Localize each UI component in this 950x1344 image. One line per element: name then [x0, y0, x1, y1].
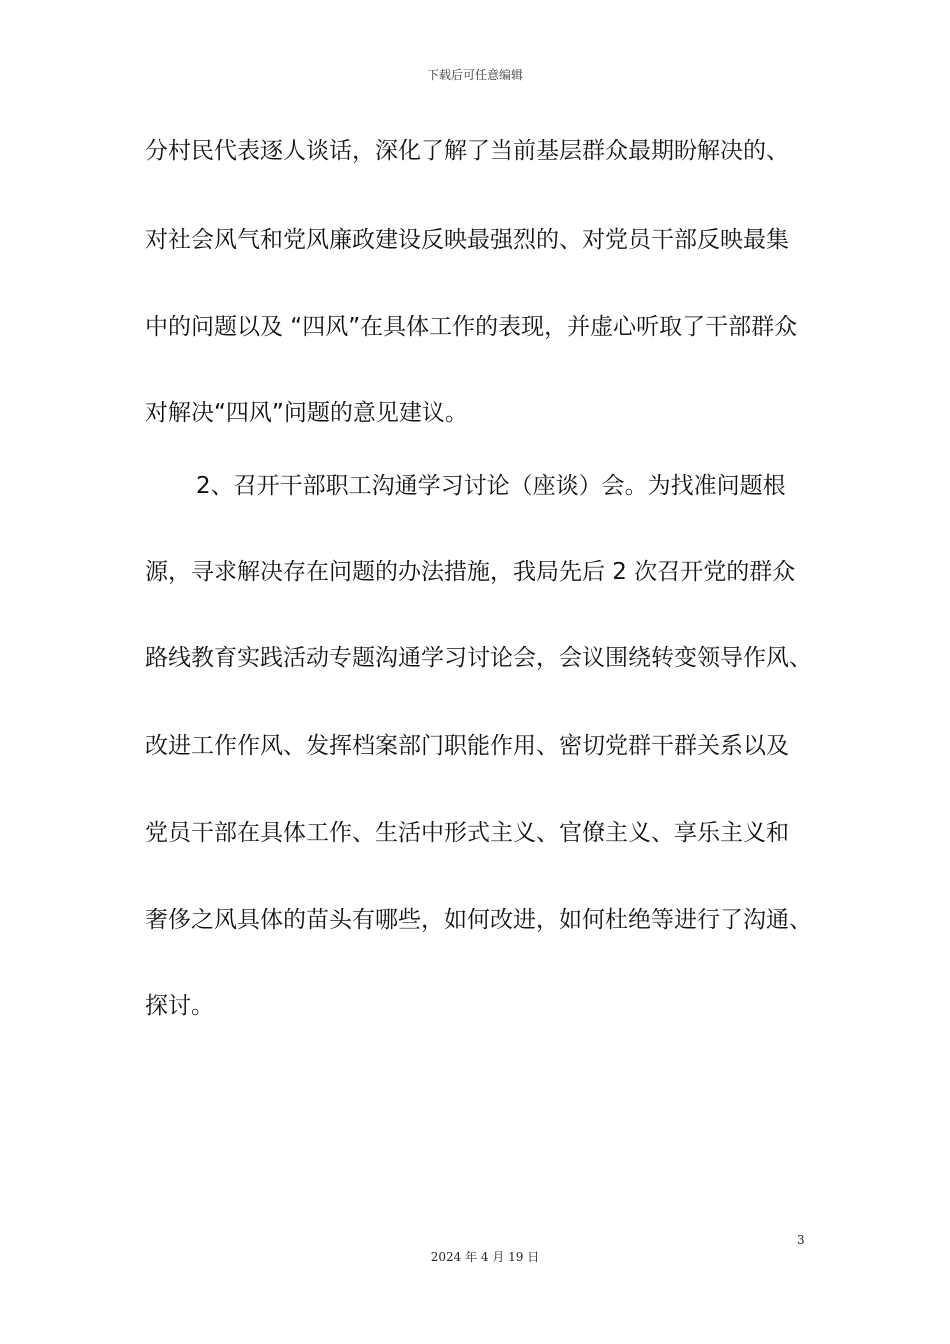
paragraph-start-line: 2、召开干部职工沟通学习讨论（座谈）会。为找准问题根	[196, 473, 786, 499]
page-number: 3	[797, 1233, 805, 1247]
text-line: 路线教育实践活动专题沟通学习讨论会，会议围绕转变领导作风、	[145, 645, 812, 671]
text-line: 改进工作作风、发挥档案部门职能作用、密切党群干群关系以及	[145, 733, 789, 759]
footer-date: 2024 年 4 月 19 日	[430, 1250, 540, 1264]
header-note: 下载后可任意编辑	[426, 68, 523, 82]
text-line: 党员干部在具体工作、生活中形式主义、官僚主义、享乐主义和	[145, 820, 789, 846]
text-line: 奢侈之风具体的苗头有哪些，如何改进，如何杜绝等进行了沟通、	[145, 907, 812, 933]
text-line: 探讨。	[145, 993, 214, 1019]
text-line: 对解决“四风”问题的意见建议。	[145, 400, 468, 426]
text-line: 源，寻求解决存在问题的办法措施，我局先后 2 次召开党的群众	[145, 559, 796, 585]
text-line: 中的问题以及 “四风”在具体工作的表现，并虚心听取了干部群众	[145, 314, 798, 340]
text-line: 对社会风气和党风廉政建设反映最强烈的、对党员干部反映最集	[145, 227, 789, 253]
text-line: 分村民代表逐人谈话，深化了解了当前基层群众最期盼解决的、	[145, 138, 789, 164]
